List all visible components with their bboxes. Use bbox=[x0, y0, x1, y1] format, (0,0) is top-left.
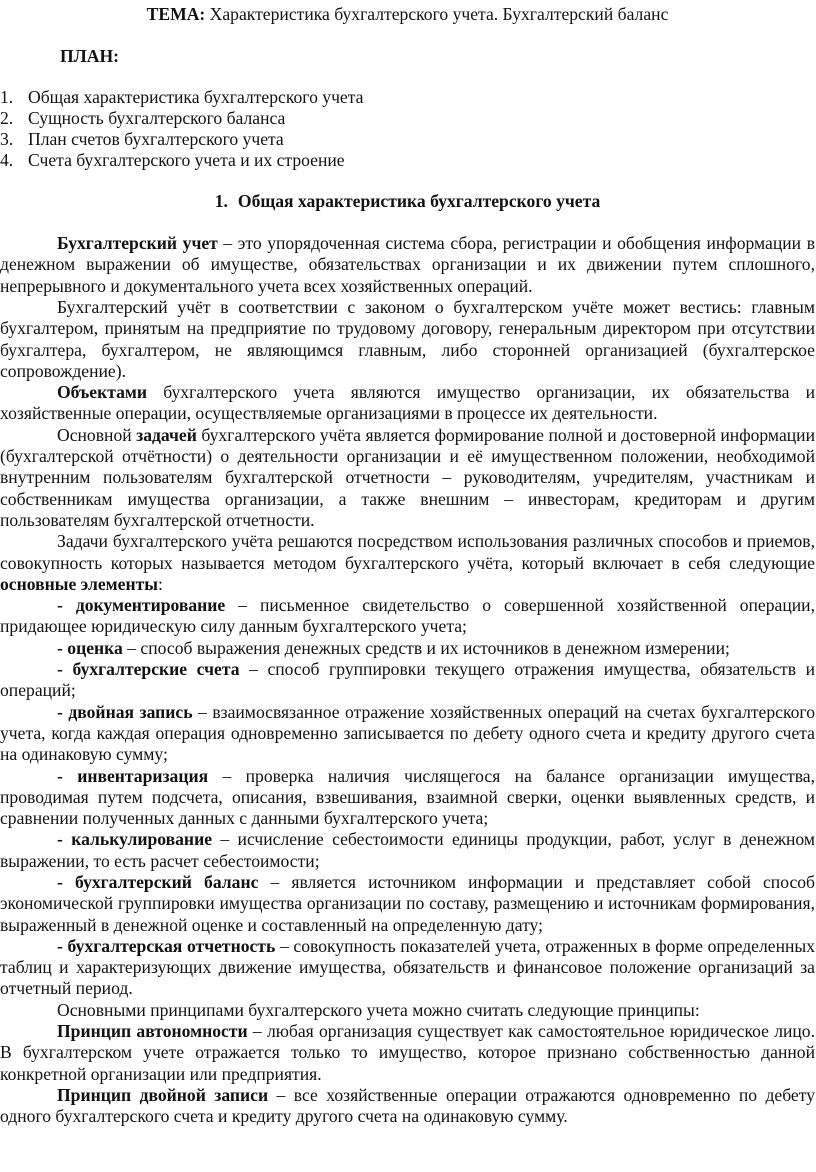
element-text: – исчисление себестоимости единицы продукции, работ, услуг в денежном выражении, то есть расчет себестоимости; bbox=[0, 829, 816, 871]
paragraph-text: – любая организация существует как самостоятельное юридическое лицо. В бухгалтерском учете отражается только то имущество, которое признано собственностью данной конкретной организации или предприятия. bbox=[0, 1021, 815, 1084]
plan-item-number: 3. bbox=[0, 129, 14, 150]
paragraph-autonomy-principle bbox=[0, 1021, 815, 1085]
paragraph-text: Бухгалтерский учёт в соответствии с законом о бухгалтерском учёте может вестись: главным бухгалтером, принятым на предприятие по трудовому договору, генеральным директором при отсутствии бухгалтера, бухгалтером, не являющимся главным, либо сторонней организацией (бухгалтерское сопровождение). bbox=[0, 296, 815, 381]
element-text: – проверка наличия числящегося на балансе организации имущества, проводимая путем подсчета, описания, взвешивания, взаимной сверки, оценки выявленных средств, и сравнении полученных данных с данными бухгалтерского учета; bbox=[0, 765, 815, 829]
paragraph-who-keeps-records bbox=[0, 297, 815, 382]
dash: - bbox=[57, 595, 76, 616]
term: оценка bbox=[67, 637, 123, 658]
plan-item-number: 2. bbox=[0, 107, 14, 128]
plan-heading: ПЛАН: bbox=[60, 46, 120, 67]
element-item bbox=[0, 872, 815, 936]
dash: - bbox=[57, 701, 69, 722]
paragraph-method bbox=[0, 531, 815, 595]
element-item bbox=[0, 829, 815, 872]
element-text: – способ группировки текущего отражения имущества, обязательств и операций; bbox=[0, 659, 815, 701]
element-text: – письменное свидетельство о совершенной хозяйственной операции, придающее юридическую силу данным бухгалтерского учета; bbox=[0, 595, 815, 637]
paragraph-objects bbox=[0, 382, 815, 425]
paragraph-text: – все хозяйственные операции отражаются одновременно по дебету одного бухгалтерского счета и кредиту другого счета на одинаковую сумму. bbox=[0, 1084, 815, 1127]
plan-item bbox=[0, 87, 815, 108]
element-text: – является источником информации и представляет собой способ экономической группировки имущества организации по составу, размещению и источникам формирования, выраженный в денежной оценке и составленный на определенную дату; bbox=[0, 871, 816, 935]
dash: - bbox=[57, 659, 73, 680]
term: калькулирование bbox=[71, 829, 213, 850]
element-item bbox=[0, 659, 815, 702]
plan-item-number: 1. bbox=[0, 86, 14, 107]
dash: - bbox=[57, 829, 72, 850]
element-item bbox=[0, 595, 815, 638]
topic-title: Характеристика бухгалтерского учета. Бухгалтерский баланс bbox=[209, 4, 669, 24]
dash: - bbox=[57, 935, 68, 956]
plan-item bbox=[0, 150, 815, 171]
plan-item bbox=[0, 129, 815, 150]
element-item bbox=[0, 936, 815, 1000]
element-item bbox=[0, 702, 815, 766]
dash: - bbox=[57, 637, 68, 658]
term: Объектами bbox=[57, 382, 148, 403]
element-item bbox=[0, 638, 815, 659]
term: инвентаризация bbox=[77, 765, 209, 786]
paragraph-text: Основной bbox=[57, 424, 137, 445]
term: бухгалтерская отчетность bbox=[67, 935, 276, 956]
element-text: – способ выражения денежных средств и их источников в денежном измерении; bbox=[122, 637, 730, 658]
dash: - bbox=[57, 765, 78, 786]
term: основные элементы bbox=[0, 573, 158, 594]
dash: - bbox=[57, 871, 75, 892]
term: бухгалтерские счета bbox=[72, 659, 240, 680]
paragraph-main-task bbox=[0, 425, 815, 531]
plan-item-text: Сущность бухгалтерского баланса bbox=[28, 107, 286, 128]
section-body bbox=[0, 233, 815, 1127]
element-item bbox=[0, 766, 815, 830]
section-title bbox=[0, 191, 815, 212]
plan-item-number: 4. bbox=[0, 150, 14, 171]
term: бухгалтерский баланс bbox=[74, 871, 259, 892]
term: двойная запись bbox=[68, 701, 193, 722]
topic-label: ТЕМА: bbox=[146, 4, 206, 24]
paragraph-accounting-definition bbox=[0, 233, 815, 297]
term: Принцип двойной записи bbox=[57, 1084, 269, 1105]
paragraph-text: бухгалтерского учёта является формирование полной и достоверной информации (бухгалтерской отчётности) о деятельности организации и её имущественном положении, необходимой внутренним пользователям бухгалтерской отчетности – руководителям, учредителям, участникам и собственникам имущества организации, а также внешним – инвесторам, кредиторам и другим пользователям бухгалтерской отчетности. bbox=[0, 424, 815, 530]
paragraph-text: бухгалтерского учета являются имущество организации, их обязательства и хозяйственные операции, осуществляемые организациями в процессе их деятельности. bbox=[0, 382, 815, 424]
section-number: 1. bbox=[214, 190, 228, 211]
plan-list bbox=[0, 87, 815, 172]
plan-item-text: Счета бухгалтерского учета и их строение bbox=[28, 150, 345, 171]
term: Принцип автономности bbox=[57, 1021, 248, 1042]
term: Бухгалтерский учет bbox=[57, 233, 218, 254]
paragraph-text: : bbox=[157, 573, 163, 594]
paragraph-text: Основными принципами бухгалтерского учета можно считать следующие принципы: bbox=[57, 999, 700, 1020]
topic-line bbox=[0, 4, 815, 25]
plan-item-text: План счетов бухгалтерского учета bbox=[28, 129, 284, 150]
paragraph-text: – это упорядоченная система сбора, регистрации и обобщения информации в денежном выражении об имуществе, обязательствах организации и их движении путем сплошного, непрерывного и документального учета всех хозяйственных операций. bbox=[0, 233, 815, 296]
plan-item-text: Общая характеристика бухгалтерского учета bbox=[28, 86, 364, 107]
element-text: – совокупность показателей учета, отраженных в форме определенных таблиц и характеризующих движение имущества, обязательств и финансовое положение организаций за отчетный период. bbox=[0, 935, 816, 999]
paragraph-principles-intro bbox=[0, 1000, 815, 1021]
paragraph-text: Задачи бухгалтерского учёта решаются посредством использования различных способов и приемов, совокупность которых называется методом бухгалтерского учёта, который включает в себя следующие bbox=[0, 531, 815, 573]
section-title-text: Общая характеристика бухгалтерского учета bbox=[237, 190, 601, 211]
paragraph-double-entry-principle bbox=[0, 1085, 815, 1128]
term: документирование bbox=[75, 595, 226, 616]
element-text: – взаимосвязанное отражение хозяйственных операций на счетах бухгалтерского учета, когда каждая операция одновременно записывается по дебету одного счета и кредиту другого счета на одинаковую сумму; bbox=[0, 701, 815, 765]
term: задачей bbox=[136, 424, 197, 445]
plan-item bbox=[0, 108, 815, 129]
